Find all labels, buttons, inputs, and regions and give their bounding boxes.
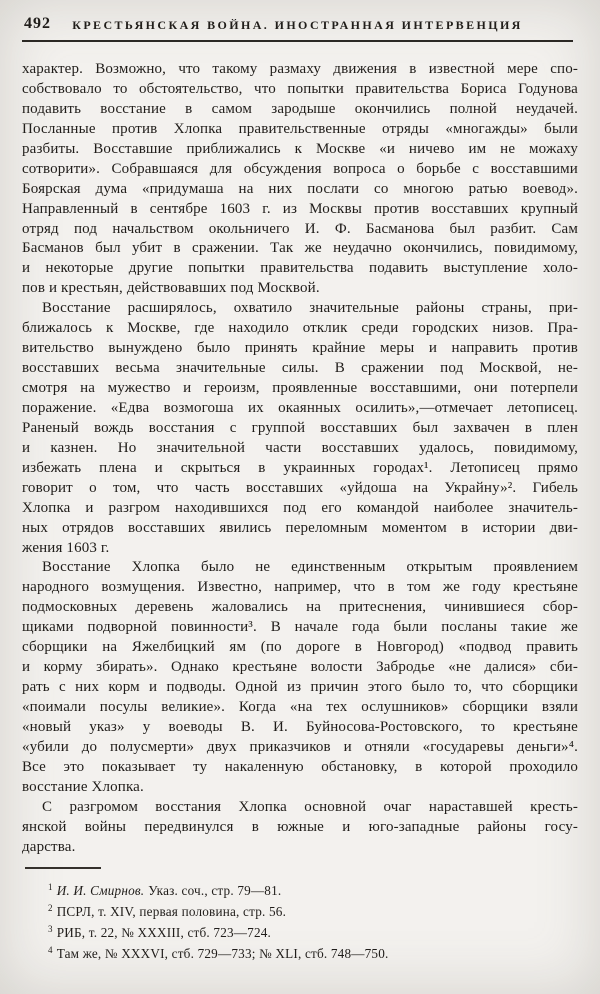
footnote-text: Указ. соч., стр. 79—81.	[148, 883, 282, 898]
text-line: «новый указ» у воеводы В. И. Буйносова-Ростовского, то крестьяне	[22, 718, 578, 735]
text-line: ных отрядов восставших явились переломным моментом в истории дви-	[22, 519, 578, 536]
footnote-marker: 3	[48, 923, 53, 934]
text-line: Восстание Хлопка было не единственным открытым проявлением	[42, 559, 578, 576]
text-line: Все это показывает ту накаленную обстановку, в которой проходило	[22, 758, 578, 775]
paragraph	[22, 299, 578, 558]
footnote-item	[22, 943, 578, 964]
text-line: ближалось к Москве, где находило отклик среди городских низов. Пра-	[22, 320, 578, 337]
text-line: смотря на мужество и героизм, проявленные восставшими, они потерпели	[22, 380, 578, 396]
footnote-text: РИБ, т. 22, № XXXIII, стб. 723—724.	[56, 925, 272, 940]
text-line: жения 1603 г.	[22, 539, 110, 556]
text-line: щиками подворной повинности³. В начале года были посланы такие же	[22, 619, 578, 636]
text-line: «убили до полусмерти» двух приказчиков и отняли «государевы деньги»⁴.	[22, 738, 578, 755]
text-line: С разгромом восстания Хлопка основной очаг нараставшей кресть-	[42, 798, 578, 815]
text-line: восстание Хлопка.	[22, 778, 144, 795]
text-line: восставших весьма значительные силы. В сражении под Москвой, не-	[22, 360, 578, 377]
footnote-item	[22, 922, 578, 943]
footnotes	[22, 880, 578, 964]
text-line: поражение. «Едва возмогоша их окаянных осилить»,—отмечает летописец.	[22, 399, 578, 416]
text-line: и казнен. Но значительной части восставших удалось, повидимому,	[22, 439, 578, 456]
text-line: и некоторые другие попытки правительства подавить выступление холо-	[22, 260, 578, 277]
footnote-marker: 2	[48, 902, 53, 913]
header-rule	[22, 40, 573, 42]
footnote-author: И. И. Смирнов.	[56, 883, 145, 898]
text-line: Восстание расширялось, охватило значительные районы страны, при-	[42, 300, 578, 317]
text-line: янской войны передвинулся в южные и юго-западные районы госу-	[22, 818, 578, 835]
footnote-marker: 1	[48, 881, 53, 892]
text-block	[22, 60, 578, 858]
text-line: подмосковных деревень жаловались на притеснения, чинившиеся сбор-	[22, 599, 578, 616]
text-line: и корму збирать». Однако крестьяне волости Забродье «не далися» сби-	[22, 659, 578, 676]
text-line: рать с них корм и подводы. Одной из причин этого было то, что сборщики	[22, 679, 578, 696]
footnote-item	[22, 901, 578, 922]
running-header: КРЕСТЬЯНСКАЯ ВОЙНА. ИНОСТРАННАЯ ИНТЕРВЕНЦИЯ	[72, 18, 523, 32]
text-line: характер. Возможно, что такому размаху движения в известной мере спо-	[22, 61, 578, 77]
paragraph	[22, 558, 578, 797]
text-line: народного возмущения. Известно, например, что в том же году крестьяне	[22, 579, 578, 596]
paragraph	[22, 60, 578, 299]
text-line: дарства.	[22, 838, 76, 855]
text-line: отряд под начальством окольничего И. Ф. Басманова был разбит. Сам	[22, 220, 578, 237]
text-line: Направленный в сентябре 1603 г. из Москвы против восставших крупный	[22, 200, 578, 217]
paragraph	[22, 798, 578, 858]
text-line: «поимали посулы великие». Когда «на тех ослушников» сборщики взяли	[22, 699, 578, 715]
footnote-separator	[25, 867, 101, 869]
text-line: вительство вынуждено было принять крайние меры и направить против	[22, 340, 578, 357]
page-number: 492	[24, 15, 51, 32]
text-line: сборщики на Яжелбицкий ям (по дороге в Новгород) «подвод править	[22, 639, 578, 656]
text-line: Посланные против Хлопка правительственные отряды «многажды» были	[22, 120, 578, 137]
footnote-item	[22, 880, 578, 901]
text-line: сотворити». Собравшаяся для обсуждения вопроса о борьбе с восставшими	[22, 160, 578, 177]
text-line: подавить восстание в самом зародыше окончились полной неудачей.	[22, 100, 578, 117]
footnote-text: ПСРЛ, т. XIV, первая половина, стр. 56.	[56, 904, 287, 919]
text-line: избежать плена и скрыться в украинных городах¹. Летописец прямо	[22, 459, 578, 476]
text-line: Раненый вождь восстания с группой восставших был захвачен в плен	[22, 419, 578, 436]
text-line: пов и крестьян, действовавших под Москвой.	[22, 280, 320, 297]
footnote-text: Там же, № XXXVI, стб. 729—733; № XLI, стб. 748—750.	[56, 946, 389, 961]
text-line: говорит о том, что часть восставших «уйдоша на Украйну»². Гибель	[22, 479, 578, 496]
text-line: Боярская дума «придумаша на них послати со многою ратью воевод».	[22, 180, 578, 197]
text-line: Басманов был убит в сражении. Так же неудачно окончились, повидимому,	[22, 240, 578, 257]
footnote-marker: 4	[48, 944, 53, 955]
text-line: разбиты. Восставшие приближались к Москве «и ничево им не можаху	[22, 140, 578, 157]
text-line: Хлопка и разгром находившихся под его командой наиболее значитель-	[22, 499, 578, 516]
text-line: собствовало то обстоятельство, что попытки правительства Бориса Годунова	[22, 80, 578, 97]
